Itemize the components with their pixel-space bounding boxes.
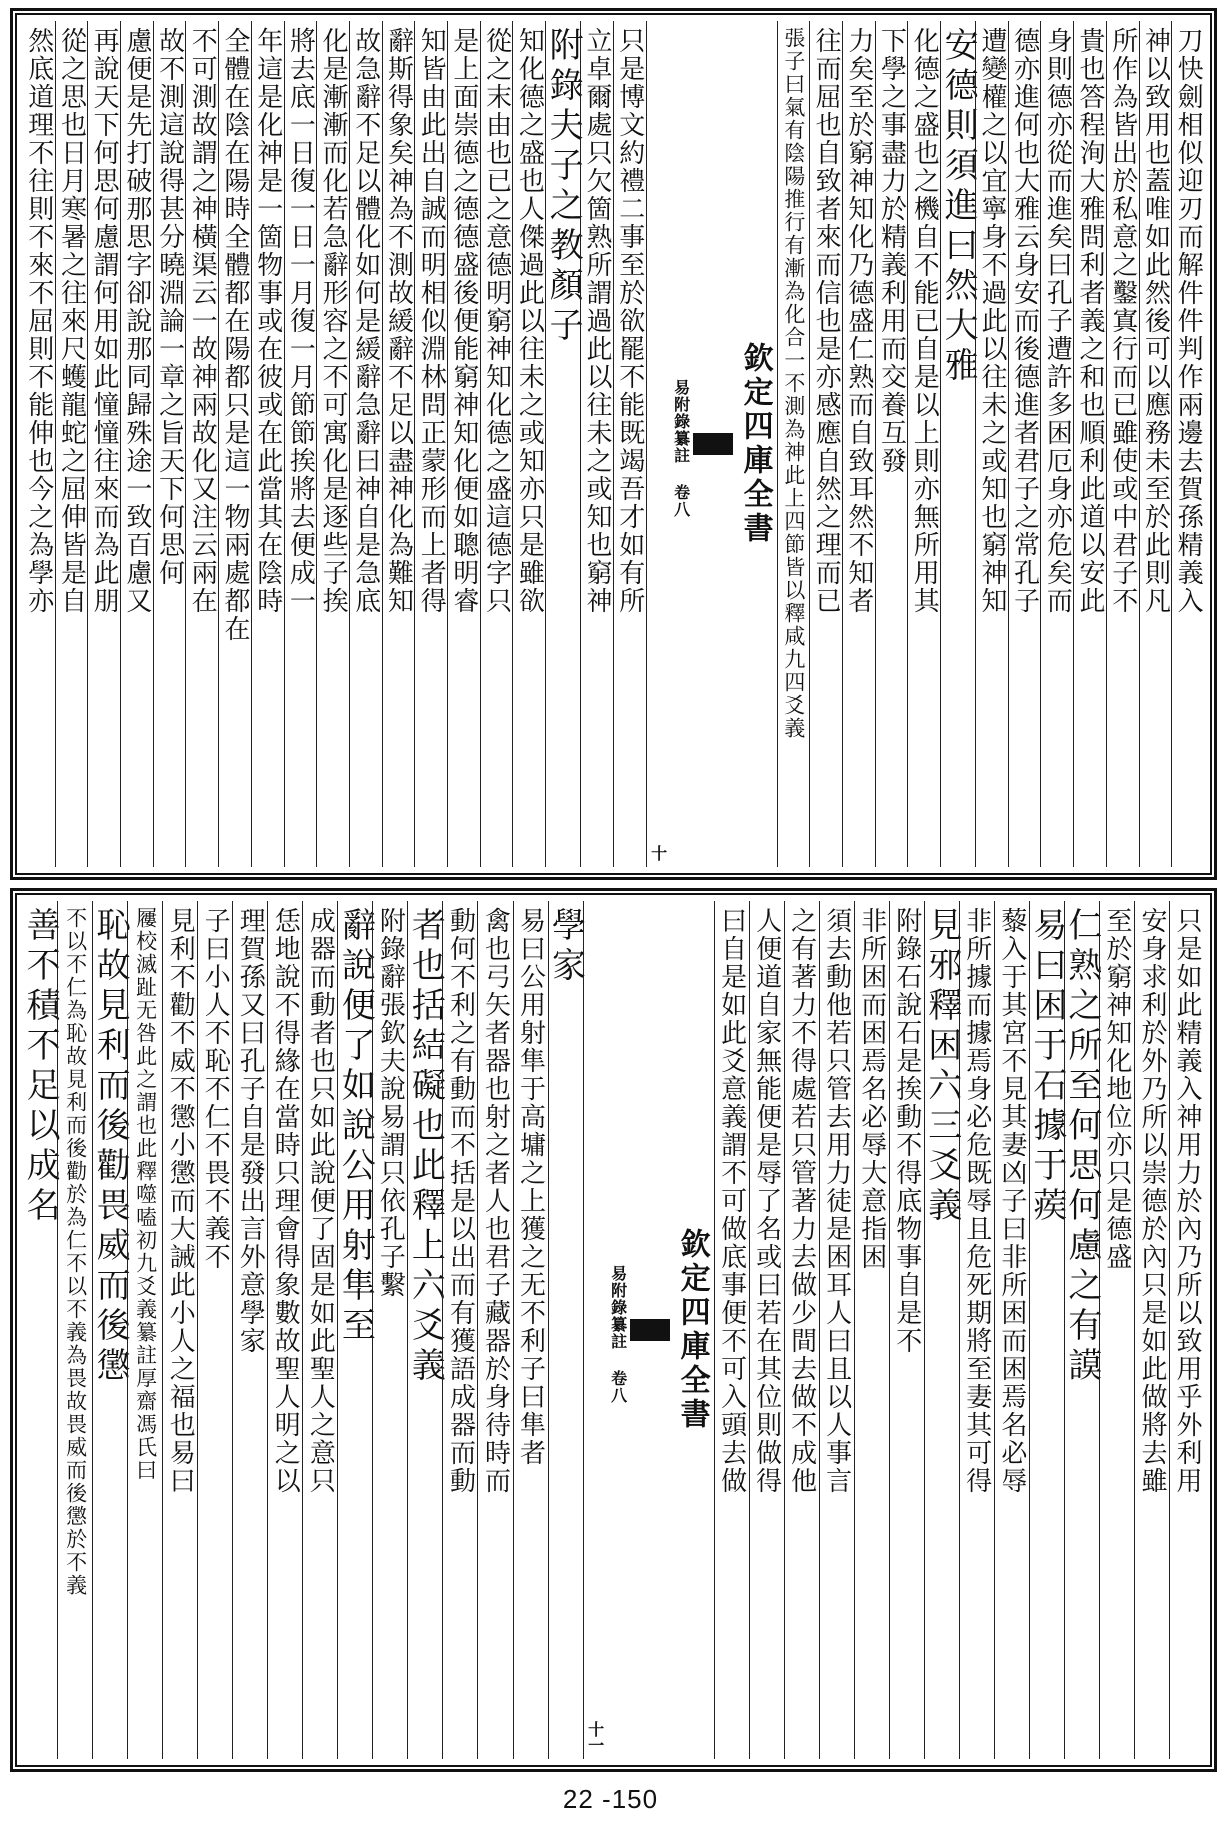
text-column: 力矣至於窮神知化乃德盛仁熟而自致耳然不知者 xyxy=(842,21,875,867)
text-column: 辭斯得象矣神為不測故緩辭不足以盡神化為難知 xyxy=(382,21,415,867)
text-column: 知皆由此出自誠而明相似淵林問正蒙形而上者得 xyxy=(414,21,447,867)
text-column: 所作為皆出於私意之鑿寘行而已雖使或中君子不 xyxy=(1106,21,1139,867)
text-column: 須去動他若只管去用力徒是困耳人曰且以人事言 xyxy=(819,901,854,1759)
text-column: 化德之盛也之機自不能已自是以上則亦無所用其 xyxy=(907,21,940,867)
text-column: 禽也弓矢者器也射之者人也君子藏器於身待時而 xyxy=(477,901,512,1759)
text-column: 見邪釋困六三爻義 xyxy=(924,901,959,1759)
text-column: 易曰困于石據于蒺 xyxy=(1029,901,1064,1759)
text-column: 恁地說不得緣在當時只理會得象數故聖人明之以 xyxy=(267,901,302,1759)
text-column: 非所據而據焉身必危既辱且危死期將至妻其可得 xyxy=(959,901,994,1759)
text-column: 故不測這說得甚分曉淵論一章之旨天下何思何 xyxy=(153,21,186,867)
text-column: 化是漸漸而化若急辭形容之不可寓化是逐些子挨 xyxy=(316,21,349,867)
text-column: 成器而動者也只如此說便了固是如此聖人之意只 xyxy=(302,901,337,1759)
text-column: 張子曰氣有陰陽推行有漸為化合一不測為神此上四節皆以釋咸九四爻義 xyxy=(777,21,810,867)
text-column: 從之思也日月寒暑之往來尺蠖龍蛇之屈伸皆是自 xyxy=(55,21,88,867)
volume-label: 易附錄纂註 卷八 xyxy=(608,1264,628,1404)
text-column: 見利不勸不威不懲小懲而大誡此小人之福也易曰 xyxy=(162,901,197,1759)
text-column: 藜入于其宮不見其妻凶子曰非所困而困焉名必辱 xyxy=(994,901,1029,1759)
text-column: 然底道理不往則不來不屈則不能伸也今之為學亦 xyxy=(23,27,54,615)
leaf-number: 十 xyxy=(648,845,668,861)
text-column: 是上面崇德之德德盛後便能窮神知化便如聰明睿 xyxy=(447,21,480,867)
text-column: 知化德之盛也人傑過此以往未之或知亦只是雖欲 xyxy=(512,21,545,867)
text-column: 子曰小人不恥不仁不畏不義不 xyxy=(197,901,232,1759)
text-column: 附錄夫子之教顏子 xyxy=(545,21,580,867)
text-column: 再說天下何思何慮謂何用如此憧憧往來而為此朋 xyxy=(87,21,120,867)
text-column: 只是如此精義入神用力於內乃所以致用乎外利用 xyxy=(1169,901,1204,1759)
leaf-number: 十一 xyxy=(585,1721,605,1753)
text-column: 理賀孫又曰孔子自是發出言外意學家 xyxy=(232,901,267,1759)
volume-label: 易附錄纂註 卷八 xyxy=(671,378,691,518)
text-column: 者也括結礙也此釋上六爻義 xyxy=(407,901,442,1759)
text-column: 慮便是先打破那思字卻說那同歸殊途一致百慮又 xyxy=(120,21,153,867)
text-column: 不以不仁為恥故見利而後勸於為仁不以不義為畏故畏威而後懲於不義 xyxy=(57,901,92,1759)
book-title: 欽定四庫全書 xyxy=(674,1228,710,1432)
page-number: 22 -150 xyxy=(562,1784,659,1814)
text-column: 下學之事盡力於精義利用而交養互發 xyxy=(875,21,908,867)
text-column: 善不積不足以成名 xyxy=(20,907,61,1227)
top-page-columns xyxy=(23,21,1204,867)
text-column: 德亦進何也大雅云身安而後德進者君子之常孔子 xyxy=(1008,21,1041,867)
text-column: 故急辭不足以體化如何是緩辭急辭曰神自是急底 xyxy=(349,21,382,867)
text-column: 從之末由也已之意德明窮神知化德之盛這德字只 xyxy=(480,21,513,867)
fishtail-mark-icon xyxy=(693,433,733,455)
text-column: 將去底一日復一日一月復一月節節挨將去便成一 xyxy=(284,21,317,867)
text-column: 仁熟之所至何思何慮之有謨 xyxy=(1064,901,1099,1759)
text-column: 只是博文約禮二事至於欲罷不能既竭吾才如有所 xyxy=(613,21,646,867)
text-column: 人便道自家無能便是辱了名或曰若在其位則做得 xyxy=(749,901,784,1759)
text-column: 動何不利之有動而不括是以出而有獲語成器而動 xyxy=(442,901,477,1759)
text-column: 非所困而困焉名必辱大意指困 xyxy=(854,901,889,1759)
text-column: 曰自是如此爻意義謂不可做底事便不可入頭去做 xyxy=(714,901,749,1759)
text-column: 安德則須進曰然大雅 xyxy=(940,21,975,867)
text-column: 恥故見利而後勸畏威而後懲 xyxy=(92,901,127,1759)
text-column: 安身求利於外乃所以崇德於內只是如此做將去雖 xyxy=(1134,901,1169,1759)
text-column: 屨校滅趾无咎此之謂也此釋噬嗑初九爻義纂註厚齋馮氏曰 xyxy=(127,901,162,1759)
text-column: 辭說便了如說公用射隼至 xyxy=(337,901,372,1759)
text-column: 至於窮神知化地位亦只是德盛 xyxy=(1099,901,1134,1759)
page-header-column xyxy=(583,901,714,1759)
text-column: 附錄辭張欽夫說易謂只依孔子繫 xyxy=(372,901,407,1759)
text-column: 年這是化神是一箇物事或在彼或在此當其在陰時 xyxy=(251,21,284,867)
text-column: 神以致用也蓋唯如此然後可以應務未至於此則凡 xyxy=(1139,21,1172,867)
text-column: 往而屈也自致者來而信也是亦感應自然之理而已 xyxy=(809,21,842,867)
text-column: 身則德亦從而進矣曰孔子遭許多困厄身亦危矣而 xyxy=(1040,21,1073,867)
fishtail-mark-icon xyxy=(630,1319,670,1341)
text-column: 全體在陰在陽時全體都在陽都只是這一物兩處都在 xyxy=(218,21,251,867)
book-title: 欽定四庫全書 xyxy=(737,342,773,546)
text-column: 刀快劍相似迎刃而解件件判作兩邊去賀孫精義入 xyxy=(1171,21,1204,867)
top-page xyxy=(10,8,1217,880)
text-column: 之有著力不得處若只管著力去做少間去做不成他 xyxy=(784,901,819,1759)
text-column: 學家 xyxy=(548,901,583,1759)
text-column: 易曰公用射隼于高墉之上獲之无不利子曰隼者 xyxy=(513,901,548,1759)
text-column: 立卓爾處只欠箇熟所謂過此以往未之或知也窮神 xyxy=(580,21,613,867)
page-header-column xyxy=(646,21,777,867)
text-column: 不可測故謂之神橫渠云一故神兩故化又注云兩在 xyxy=(185,21,218,867)
bottom-page xyxy=(10,888,1217,1772)
text-column: 遭變權之以宜寧身不過此以往未之或知也窮神知 xyxy=(975,21,1008,867)
text-column: 貴也答程洵大雅問利者義之和也順利此道以安此 xyxy=(1073,21,1106,867)
text-column: 附錄石說石是挨動不得底物事自是不 xyxy=(889,901,924,1759)
bottom-page-columns xyxy=(20,901,1204,1759)
